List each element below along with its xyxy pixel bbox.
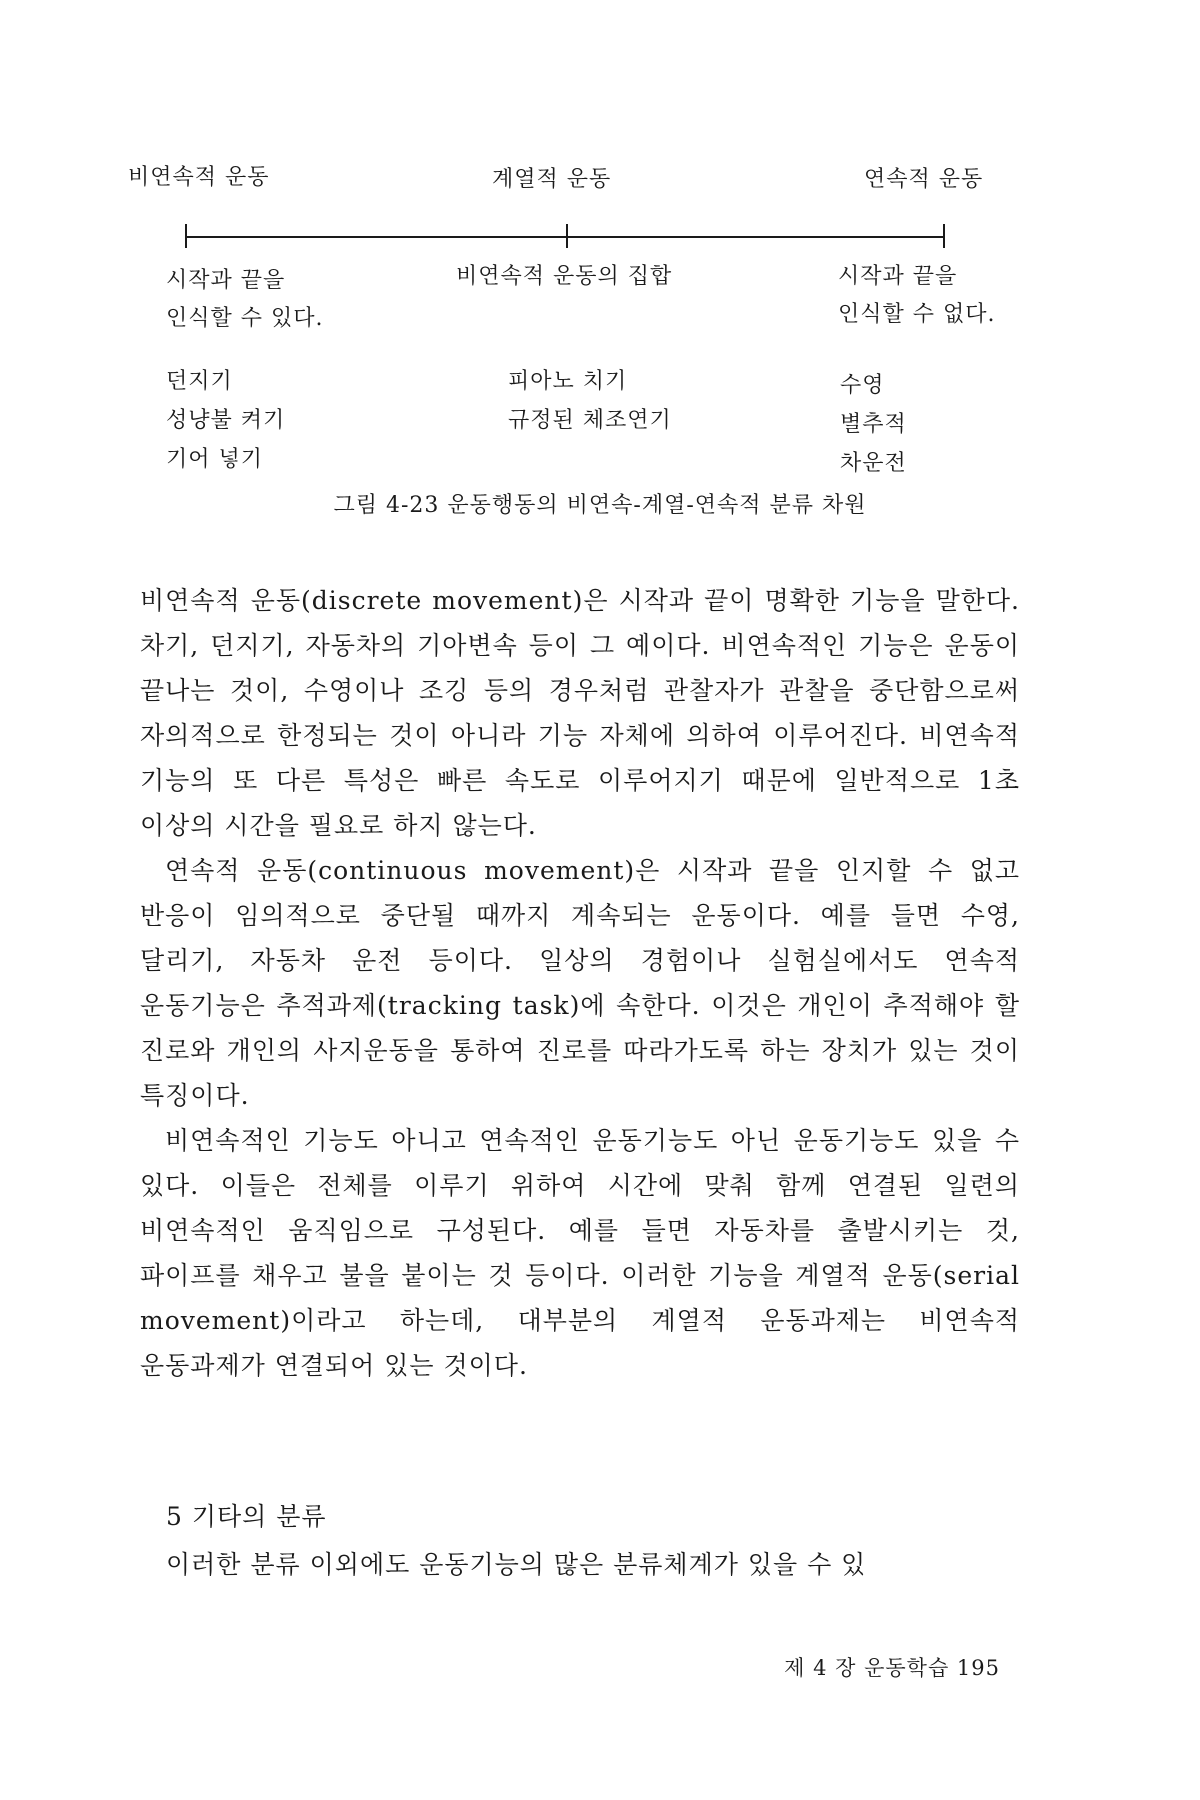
tick-left [185,224,187,248]
figure-caption: 그림 4-23 운동행동의 비연속-계열-연속적 분류 차원 [333,493,867,518]
desc-serial [456,258,672,296]
label-serial: 계열적 운동 [492,167,612,192]
examples-continuous [840,366,907,483]
body-text [140,578,1020,1388]
tick-right [943,224,945,248]
example-item: 수영 [840,373,885,398]
example-item: 규정된 체조연기 [508,408,672,433]
section-text: 이러한 분류 이외에도 운동기능의 많은 분류체계가 있을 수 있 [166,1550,867,1579]
desc-line: 시작과 끝을 [838,264,958,289]
desc-continuous [838,258,996,334]
label-discrete: 비연속적 운동 [128,165,270,190]
paragraph: 비연속적인 기능도 아니고 연속적인 운동기능도 아닌 운동기능도 있을 수 있다. 이들은 전체를 이루기 위하여 시간에 맞춰 함께 연결된 일련의 비연속적인 움직임으로 구성된다. 예를 들면 자동차를 출발시키는 것, 파이프를 채우고 불을 붙이는 것 등이다. 이러한 기능을 계열적 운동(serial movement)이라고 하는데, 대부분의 계열적 운동과제는 비연속적 운동과제가 연결되어 있는 것이다. [140,1126,1020,1380]
desc-line: 시작과 끝을 [166,268,286,293]
example-item: 피아노 치기 [508,369,628,394]
page-footer: 제 4 장 운동학습 195 [784,1656,1000,1680]
desc-line: 인식할 수 있다. [166,306,324,331]
examples-serial [508,362,672,440]
desc-discrete [166,262,324,338]
example-item: 기어 넣기 [166,447,264,472]
continuum-line [186,236,944,238]
section-heading: 5 기타의 분류 [166,1502,327,1531]
desc-line: 인식할 수 없다. [838,302,996,327]
example-item: 차운전 [840,451,907,476]
tick-middle [566,224,568,248]
paragraph: 연속적 운동(continuous movement)은 시작과 끝을 인지할 수 없고 반응이 임의적으로 중단될 때까지 계속되는 운동이다. 예를 들면 수영, 달리기, 자동차 운전 등이다. 일상의 경험이나 실험실에서도 연속적 운동기능은 추적과제(tracking task)에 속한다. 이것은 개인이 추적해야 할 진로와 개인의 사지운동을 통하여 진로를 따라가도록 하는 장치가 있는 것이 특징이다. [140,856,1020,1110]
example-item: 던지기 [166,369,233,394]
paragraph: 비연속적 운동(discrete movement)은 시작과 끝이 명확한 기능을 말한다. 차기, 던지기, 자동차의 기아변속 등이 그 예이다. 비연속적인 기능은 운동이 끝나는 것이, 수영이나 조깅 등의 경우처럼 관찰자가 관찰을 중단함으로써 자의적으로 한정되는 것이 아니라 기능 자체에 의하여 이루어진다. 비연속적 기능의 또 다른 특성은 빠른 속도로 이루어지기 때문에 일반적으로 1초 이상의 시간을 필요로 하지 않는다. [140,586,1020,840]
example-item: 성냥불 켜기 [166,408,286,433]
example-item: 별추적 [840,412,907,437]
label-continuous: 연속적 운동 [864,167,984,192]
desc-line: 비연속적 운동의 집합 [456,264,673,289]
examples-discrete [166,362,285,479]
